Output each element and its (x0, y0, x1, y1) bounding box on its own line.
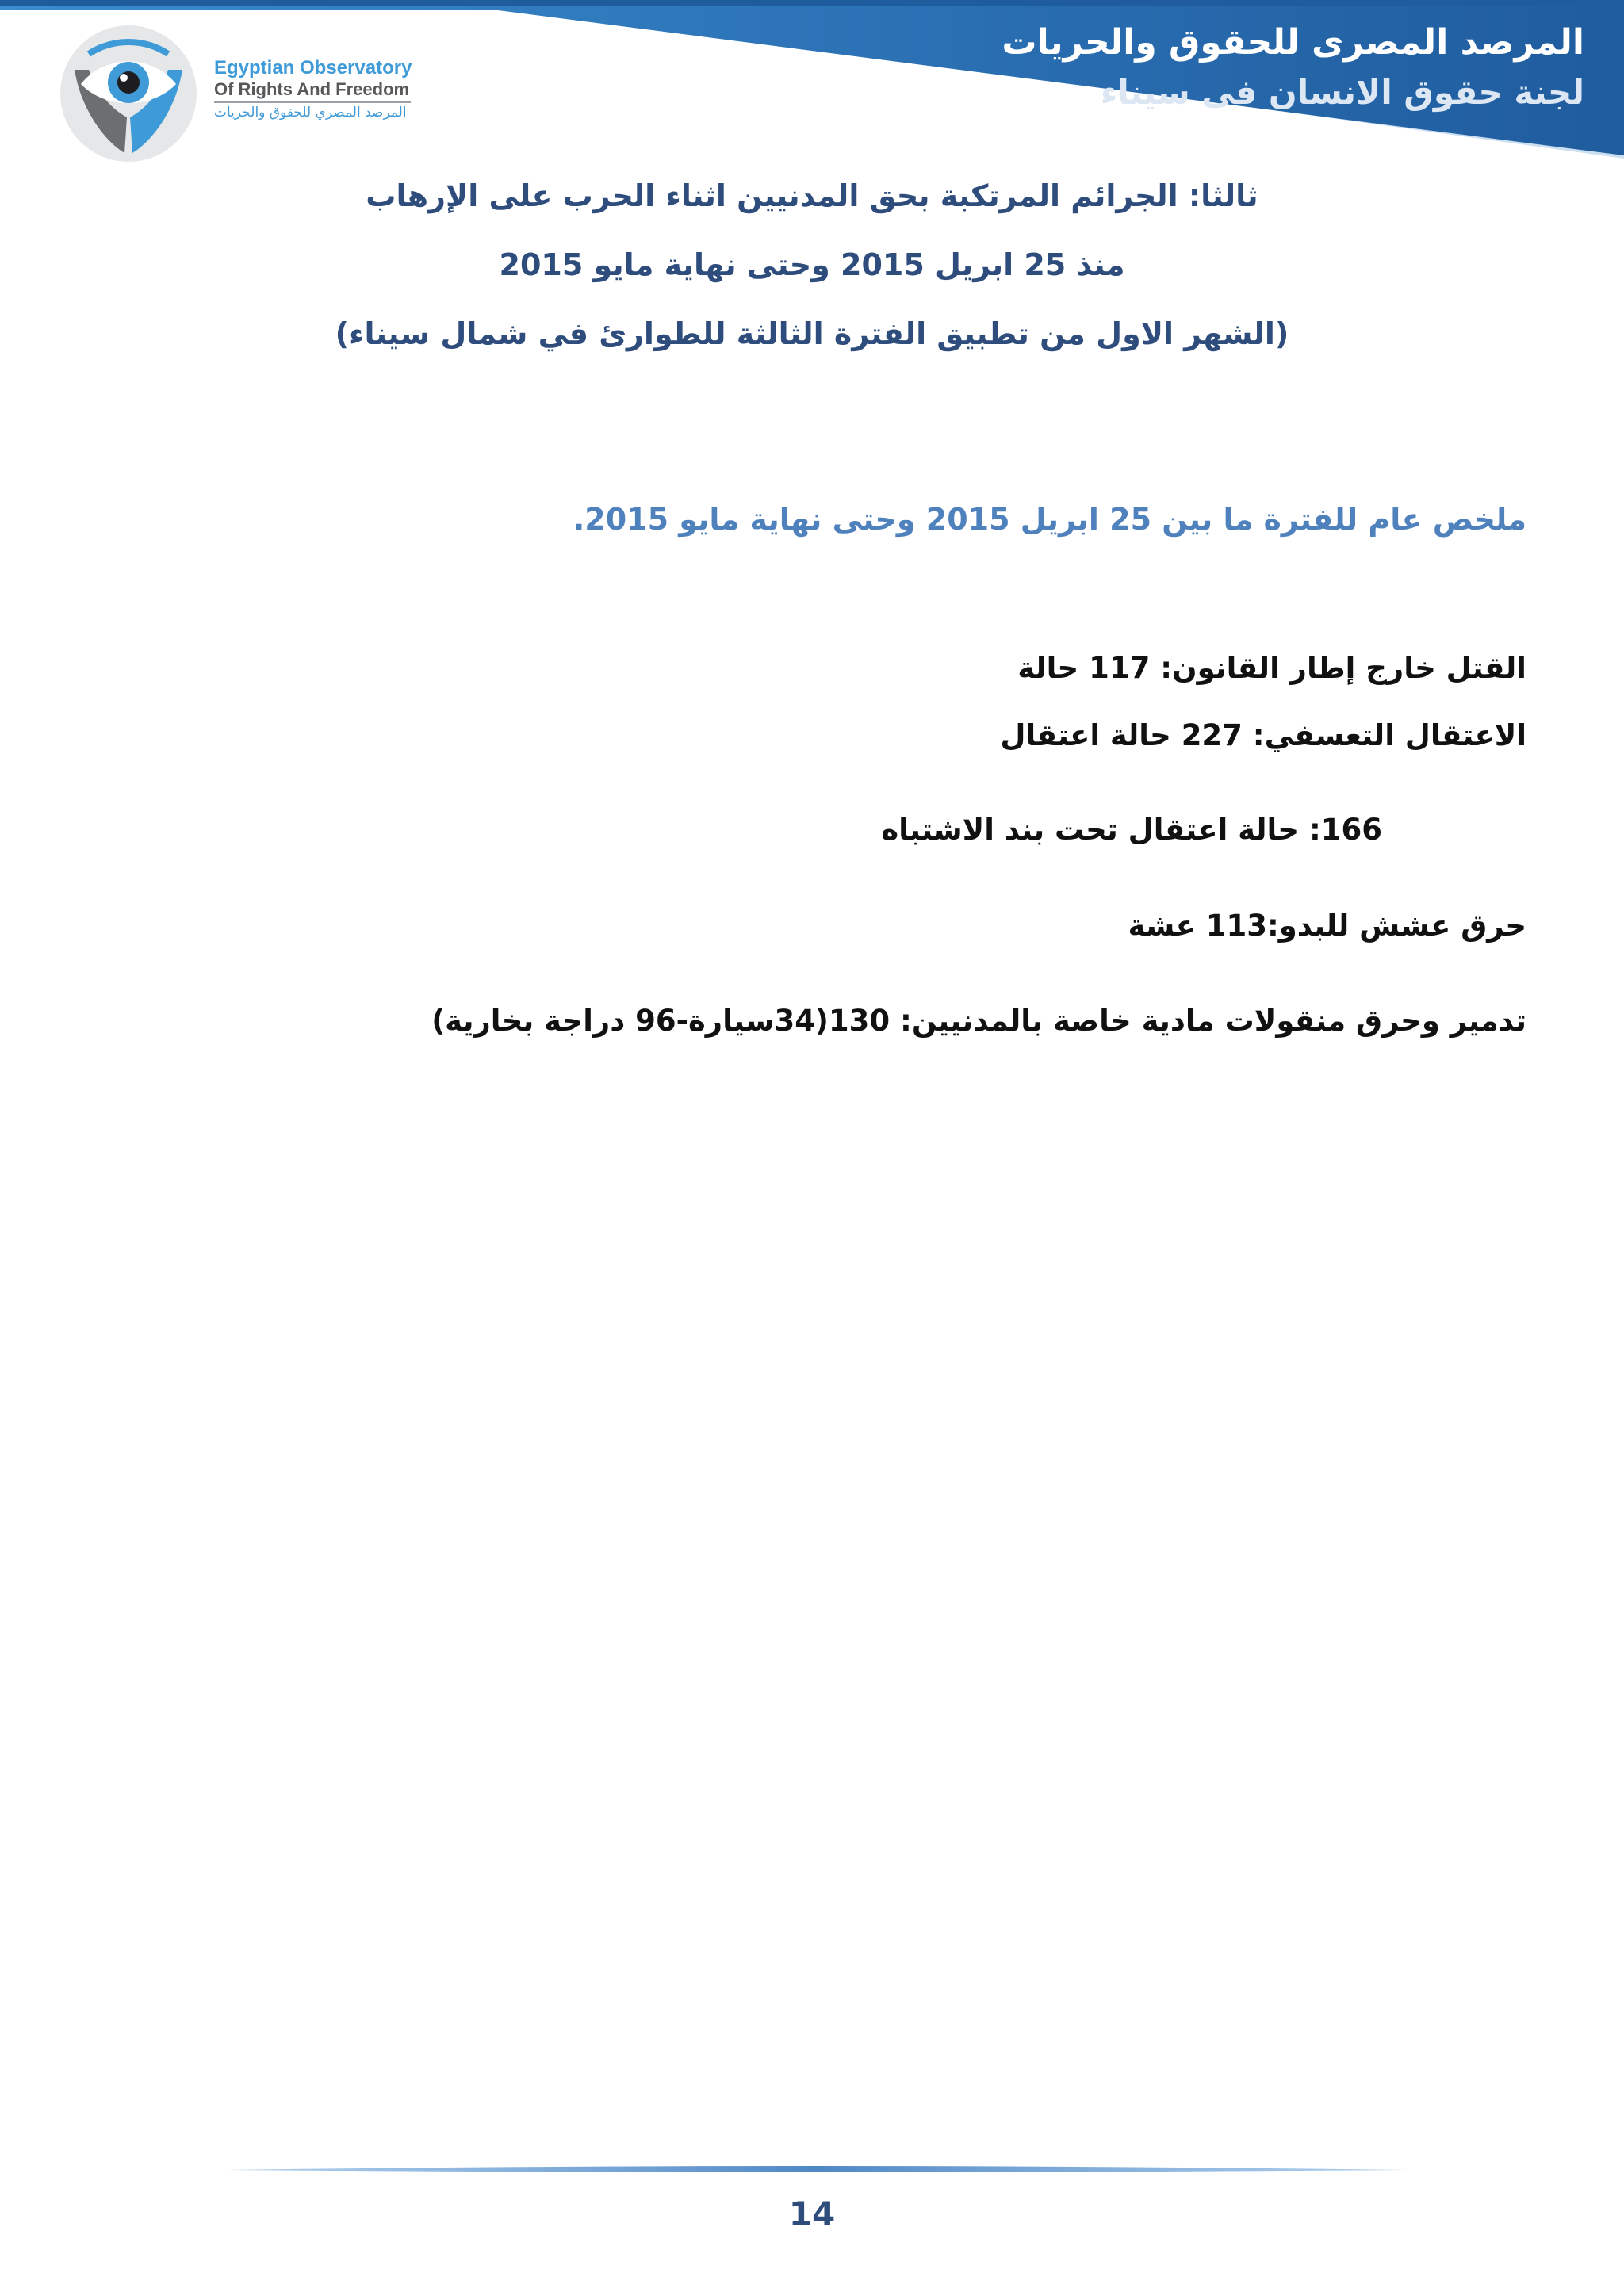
stat-suspicion-detention: 166: حالة اعتقال تحت بند الاشتباه (881, 813, 1382, 847)
report-heading-line3: (الشهر الاول من تطبيق الفترة الثالثة للطوارئ في شمال سيناء) (335, 316, 1289, 351)
logo-name-en-line1: Egyptian Observatory (214, 57, 412, 78)
stat-arbitrary-detention: الاعتقال التعسفي: 227 حالة اعتقال (1000, 718, 1526, 752)
footer-divider (226, 2164, 1408, 2176)
summary-line: ملخص عام للفترة ما بين 25 ابريل 2015 وحتى نهاية مايو 2015. (573, 502, 1526, 537)
page-number: 14 (788, 2195, 836, 2233)
report-heading-line2: منذ 25 ابريل 2015 وحتى نهاية مايو 2015 (499, 247, 1125, 282)
report-heading-line1: ثالثا: الجرائم المرتكبة بحق المدنيين اثناء الحرب على الإرهاب (366, 178, 1258, 213)
stat-huts-burned: حرق عشش للبدو:113 عشة (1128, 909, 1526, 943)
header-subtitle: لجنة حقوق الانسان فى سيناء (1100, 73, 1584, 112)
eye-hands-logo-icon (57, 22, 200, 165)
logo-name-en-line2: Of Rights And Freedom (214, 79, 410, 99)
header-title: المرصد المصرى للحقوق والحريات (1002, 22, 1584, 63)
logo-name-ar: المرصد المصري للحقوق والحريات (214, 105, 407, 121)
stat-property-destroyed: تدمير وحرق منقولات مادية خاصة بالمدنيين: 130(34سيارة-96 دراجة بخارية) (431, 1004, 1526, 1038)
stat-extrajudicial-killing: القتل خارج إطار القانون: 117 حالة (1017, 651, 1526, 685)
logo-divider (214, 101, 411, 103)
